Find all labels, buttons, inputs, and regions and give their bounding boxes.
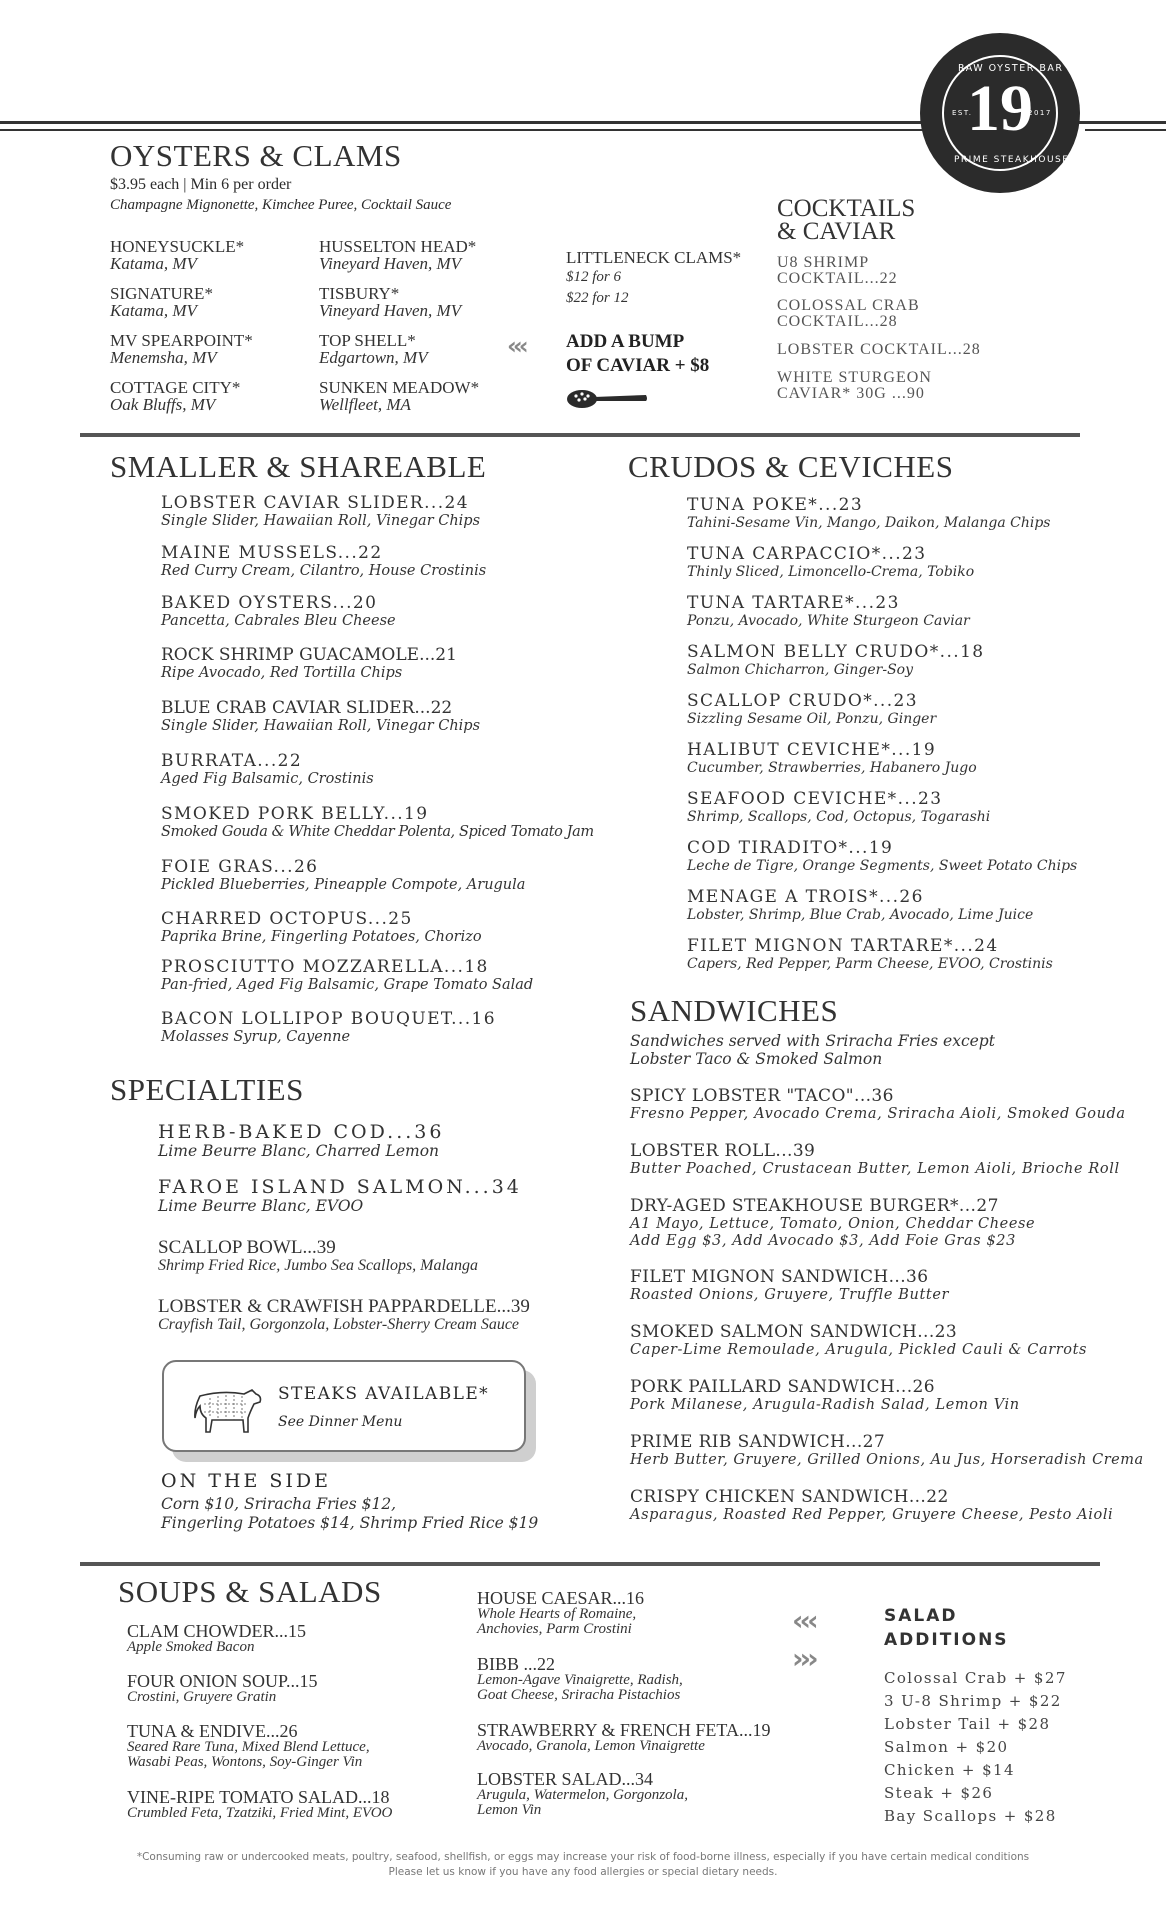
logo-bottom-text: PRIME STEAKHOUSE <box>954 155 1070 165</box>
sandwich-item: FILET MIGNON SANDWICH...36 Roasted Onions, Gruyere, Truffle Butter <box>630 1267 950 1303</box>
oyster-item: HONEYSUCKLE* Katama, MV <box>110 237 245 273</box>
addition-item: Colossal Crab + $27 <box>884 1669 1067 1687</box>
menu-item: FOIE GRAS...26 Pickled Blueberries, Pineapple Compote, Arugula <box>161 857 526 893</box>
chevron-left-icon: ‹‹‹ <box>792 1604 815 1637</box>
sandwich-item: PORK PAILLARD SANDWICH...26 Pork Milanese, Arugula-Radish Salad, Lemon Vin <box>630 1377 1020 1413</box>
menu-item: LOBSTER CAVIAR SLIDER...24 Single Slider, Hawaiian Roll, Vinegar Chips <box>161 493 481 529</box>
steaks-callout <box>162 1360 526 1452</box>
soup-item: VINE-RIPE TOMATO SALAD...18 Crumbled Feta, Tzatziki, Fried Mint, EVOO <box>127 1787 393 1821</box>
sandwiches-note-2: Lobster Taco & Smoked Salmon <box>630 1050 883 1068</box>
menu-item: BACON LOLLIPOP BOUQUET...16 Molasses Syrup, Cayenne <box>161 1009 496 1045</box>
top-rule-3 <box>1075 121 1166 124</box>
cow-icon <box>192 1384 264 1436</box>
section-rule <box>80 433 1080 437</box>
footer-allergy-note: Please let us know if you have any food allergies or special dietary needs. <box>388 1866 778 1878</box>
menu-item: MENAGE A TROIS*...26 Lobster, Shrimp, Blue Crab, Avocado, Lime Juice <box>687 887 1034 923</box>
steaks-subtitle: See Dinner Menu <box>278 1414 403 1430</box>
side-title: ON THE SIDE <box>161 1470 332 1492</box>
menu-item: SALMON BELLY CRUDO*...18 Salmon Chicharron, Ginger-Soy <box>687 642 985 678</box>
oyster-item: MV SPEARPOINT* Menemsha, MV <box>110 331 253 367</box>
soup-item: CLAM CHOWDER...15 Apple Smoked Bacon <box>127 1621 306 1655</box>
oysters-title: OYSTERS & CLAMS <box>110 138 402 173</box>
caviar-bump: ADD A BUMP OF CAVIAR + $8 <box>566 331 710 376</box>
logo-est: EST. <box>952 109 973 117</box>
cocktails-title: COCKTAILS & CAVIAR <box>777 195 916 245</box>
addition-item: Chicken + $14 <box>884 1761 1015 1779</box>
soups-title: SOUPS & SALADS <box>118 1574 382 1609</box>
logo-year: 2017 <box>1028 109 1052 117</box>
oysters-price: $3.95 each | Min 6 per order <box>110 176 292 193</box>
salad-additions-list <box>884 1667 1067 1828</box>
menu-item: BAKED OYSTERS...20 Pancetta, Cabrales Bleu Cheese <box>161 593 396 629</box>
cocktail-item: COLOSSAL CRAB COCKTAIL...28 <box>777 297 920 330</box>
oyster-item: TISBURY* Vineyard Haven, MV <box>319 284 462 320</box>
top-rule-4 <box>1085 129 1166 131</box>
addition-item: 3 U-8 Shrimp + $22 <box>884 1692 1062 1710</box>
menu-item: TUNA POKE*...23 Tahini-Sesame Vin, Mango, Daikon, Malanga Chips <box>687 495 1051 531</box>
menu-item: CHARRED OCTOPUS...25 Paprika Brine, Fingerling Potatoes, Chorizo <box>161 909 482 945</box>
oysters-sauces: Champagne Mignonette, Kimchee Puree, Cocktail Sauce <box>110 197 452 213</box>
side-line-2: Fingerling Potatoes $14, Shrimp Fried Rice $19 <box>161 1514 539 1532</box>
specialties-title: SPECIALTIES <box>110 1072 304 1107</box>
salad-item: STRAWBERRY & FRENCH FETA...19 Avocado, Granola, Lemon Vinaigrette <box>477 1720 771 1754</box>
top-rule-1 <box>0 121 935 124</box>
cocktail-item: U8 SHRIMP COCKTAIL...22 <box>777 254 898 287</box>
cocktail-item: LOBSTER COCKTAIL...28 <box>777 341 981 358</box>
littleneck-clams: LITTLENECK CLAMS* $12 for 6 $22 for 12 <box>566 248 742 306</box>
steaks-title: STEAKS AVAILABLE* <box>278 1384 490 1404</box>
sandwich-item: PRIME RIB SANDWICH...27 Herb Butter, Gruyere, Grilled Onions, Au Jus, Horseradish Crema <box>630 1432 1144 1468</box>
menu-item: TUNA CARPACCIO*...23 Thinly Sliced, Limoncello-Crema, Tobiko <box>687 544 975 580</box>
logo-badge <box>920 33 1080 193</box>
sandwich-item: SMOKED SALMON SANDWICH...23 Caper-Lime Remoulade, Arugula, Pickled Cauli & Carrots <box>630 1322 1088 1358</box>
menu-item: PROSCIUTTO MOZZARELLA...18 Pan-fried, Aged Fig Balsamic, Grape Tomato Salad <box>161 957 534 993</box>
sandwiches-title: SANDWICHES <box>630 993 839 1028</box>
logo-top-text: RAW OYSTER BAR <box>958 63 1064 74</box>
addition-item: Lobster Tail + $28 <box>884 1715 1051 1733</box>
sandwich-item: SPICY LOBSTER "TACO"...36 Fresno Pepper, Avocado Crema, Sriracha Aioli, Smoked Gouda <box>630 1086 1126 1122</box>
oyster-item: HUSSELTON HEAD* Vineyard Haven, MV <box>319 237 477 273</box>
side-line-1: Corn $10, Sriracha Fries $12, <box>161 1495 397 1513</box>
top-rule-2 <box>0 129 925 131</box>
menu-item: COD TIRADITO*...19 Leche de Tigre, Orange Segments, Sweet Potato Chips <box>687 838 1078 874</box>
crudos-title: CRUDOS & CEVICHES <box>628 449 954 484</box>
menu-item: TUNA TARTARE*...23 Ponzu, Avocado, White Sturgeon Caviar <box>687 593 970 629</box>
sandwich-item: LOBSTER ROLL...39 Butter Poached, Crustacean Butter, Lemon Aioli, Brioche Roll <box>630 1141 1120 1177</box>
salad-item: LOBSTER SALAD...34 Arugula, Watermelon, Gorgonzola, Lemon Vin <box>477 1769 688 1818</box>
chevron-right-icon: ››› <box>792 1642 815 1675</box>
menu-item: HERB-BAKED COD...36 Lime Beurre Blanc, Charred Lemon <box>158 1121 445 1160</box>
menu-item: SCALLOP BOWL...39 Shrimp Fried Rice, Jumbo Sea Scallops, Malanga <box>158 1237 478 1274</box>
menu-item: BLUE CRAB CAVIAR SLIDER...22 Single Slider, Hawaiian Roll, Vinegar Chips <box>161 698 481 734</box>
sandwich-item: CRISPY CHICKEN SANDWICH...22 Asparagus, Roasted Red Pepper, Gruyere Cheese, Pesto Aioli <box>630 1487 1114 1523</box>
soup-item: FOUR ONION SOUP...15 Crostini, Gruyere Gratin <box>127 1671 318 1705</box>
addition-item: Steak + $26 <box>884 1784 994 1802</box>
sandwiches-note-1: Sandwiches served with Sriracha Fries except <box>630 1032 995 1050</box>
cocktail-item: WHITE STURGEON CAVIAR* 30G ...90 <box>777 369 932 402</box>
section-rule <box>80 1562 1100 1566</box>
menu-item: BURRATA...22 Aged Fig Balsamic, Crostinis <box>161 751 374 787</box>
oyster-item: TOP SHELL* Edgartown, MV <box>319 331 428 367</box>
menu-item: LOBSTER & CRAWFISH PAPPARDELLE...39 Crayfish Tail, Gorgonzola, Lobster-Sherry Cream Sauce <box>158 1296 530 1333</box>
menu-item: SCALLOP CRUDO*...23 Sizzling Sesame Oil, Ponzu, Ginger <box>687 691 937 727</box>
logo-number: 19 <box>967 72 1033 145</box>
footer-disclaimer: *Consuming raw or undercooked meats, poultry, seafood, shellfish, or eggs may increase your risk of food-borne illness, especially if you have certain medical conditions <box>136 1851 1030 1863</box>
smaller-title: SMALLER & SHAREABLE <box>110 449 487 484</box>
salad-item: BIBB ...22 Lemon-Agave Vinaigrette, Radish, Goat Cheese, Sriracha Pistachios <box>477 1654 683 1703</box>
addition-item: Salmon + $20 <box>884 1738 1009 1756</box>
menu-item: SEAFOOD CEVICHE*...23 Shrimp, Scallops, Cod, Octopus, Togarashi <box>687 789 991 825</box>
salad-item: HOUSE CAESAR...16 Whole Hearts of Romaine, Anchovies, Parm Crostini <box>477 1588 645 1637</box>
oyster-item: SUNKEN MEADOW* Wellfleet, MA <box>319 378 480 414</box>
menu-item: FAROE ISLAND SALMON...34 Lime Beurre Blanc, EVOO <box>158 1176 522 1215</box>
menu-item: HALIBUT CEVICHE*...19 Cucumber, Strawberries, Habanero Jugo <box>687 740 977 776</box>
menu-item: FILET MIGNON TARTARE*...24 Capers, Red Pepper, Parm Cheese, EVOO, Crostinis <box>687 936 1053 972</box>
menu-item: SMOKED PORK BELLY...19 Smoked Gouda & White Cheddar Polenta, Spiced Tomato Jam <box>161 804 594 840</box>
addition-item: Bay Scallops + $28 <box>884 1807 1057 1825</box>
oyster-item: SIGNATURE* Katama, MV <box>110 284 213 320</box>
chevron-left-icon: ‹‹‹ <box>507 332 525 360</box>
menu-item: MAINE MUSSELS...22 Red Curry Cream, Cilantro, House Crostinis <box>161 543 487 579</box>
soup-item: TUNA & ENDIVE...26 Seared Rare Tuna, Mixed Blend Lettuce, Wasabi Peas, Wontons, Soy-Ginger Vin <box>127 1721 370 1770</box>
menu-item: ROCK SHRIMP GUACAMOLE...21 Ripe Avocado, Red Tortilla Chips <box>161 645 457 681</box>
oyster-item: COTTAGE CITY* Oak Bluffs, MV <box>110 378 241 414</box>
sandwich-item: DRY-AGED STEAKHOUSE BURGER*...27 A1 Mayo, Lettuce, Tomato, Onion, Cheddar Cheese Add Egg $3, Add Avocado $3, Add Foie Gras $23 <box>630 1196 1036 1249</box>
salad-additions-title: SALAD ADDITIONS <box>884 1606 1009 1650</box>
caviar-spoon-icon <box>566 388 648 410</box>
